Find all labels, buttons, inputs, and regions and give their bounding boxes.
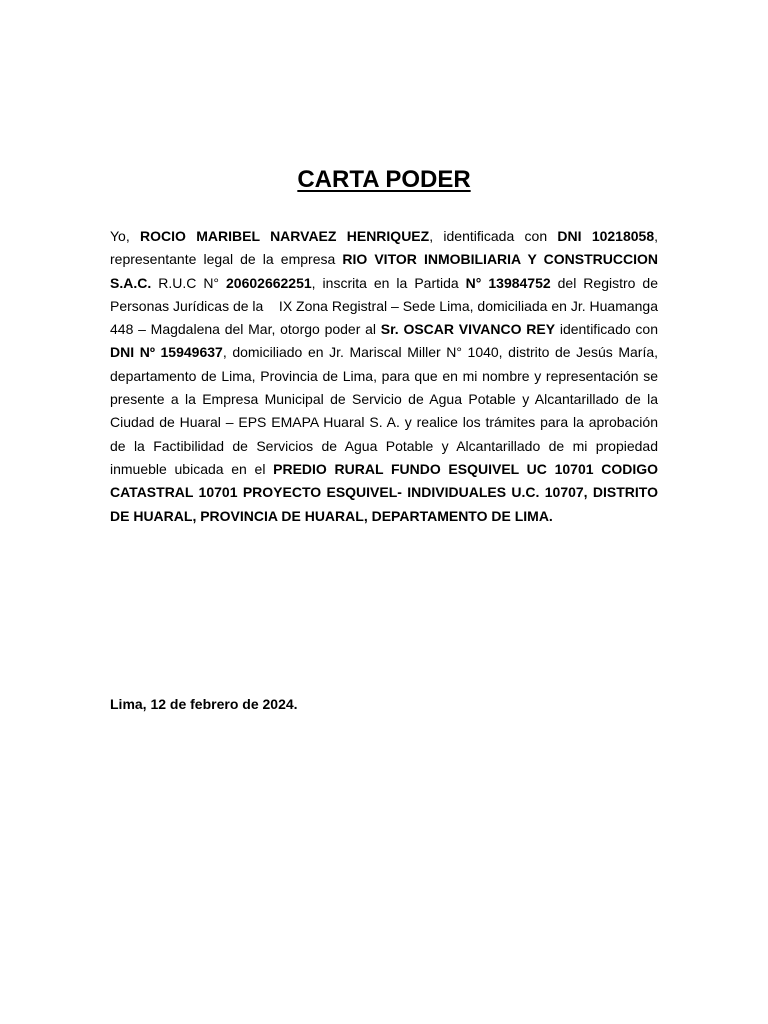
text-run: , domiciliado en Jr. Mariscal Miller N° 1040, distrito de Jesús María, departamento de Lima, Provincia de Lima, para que en mi nombre y representación se presente a la Empresa Municipal de Servicio de Agua Potable y Alcantarillado de la Ciudad de Huaral – EPS EMAPA Huaral S. A. y realice los trámites para la aprobación de la Factibilidad de Servicios de Agua Potable y Alcantarillado de mi propiedad inmueble ubicada en el (110, 344, 659, 477)
text-run: Yo, (110, 228, 141, 244)
bold-text-run: ROCIO MARIBEL NARVAEZ HENRIQUEZ (140, 228, 430, 244)
bold-text-run: DNI 10218058 (557, 228, 655, 244)
bold-text-run: N° 13984752 (465, 274, 551, 291)
text-run: del Registro de Personas Jurídicas de la IX Zona Registral – Sede Lima, domiciliada en Jr. Huamanga 448 – Magdalena del Mar, otorgo poder al (110, 274, 658, 338)
document-title: CARTA PODER (297, 166, 471, 193)
bold-text-run: Sr. OSCAR VIVANCO REY (380, 321, 556, 338)
bold-text-run: RIO VITOR INMOBILIARIA Y CONSTRUCCION S.A.C. (110, 251, 658, 291)
text-run: , identificada con (429, 228, 558, 244)
text-run: R.U.C N° (151, 274, 227, 291)
bold-text-run: 20602662251 (226, 274, 312, 291)
bold-text-run: PREDIO RURAL FUNDO ESQUIVEL UC 10701 CODIGO CATASTRAL 10701 PROYECTO ESQUIVEL- INDIVIDUALES U.C. 10707, DISTRITO DE HUARAL, PROVINCIA DE HUARAL, DEPARTAMENTO DE LIMA. (110, 460, 659, 524)
text-run: , inscrita en la Partida (311, 274, 466, 291)
document-body-paragraph (110, 225, 658, 528)
text-run: , representante legal de la empresa (110, 228, 658, 268)
text-run: identificado con (555, 321, 658, 338)
bold-text-run: DNI Nº 15949637 (110, 344, 223, 361)
date-line: Lima, 12 de febrero de 2024. (110, 696, 298, 712)
